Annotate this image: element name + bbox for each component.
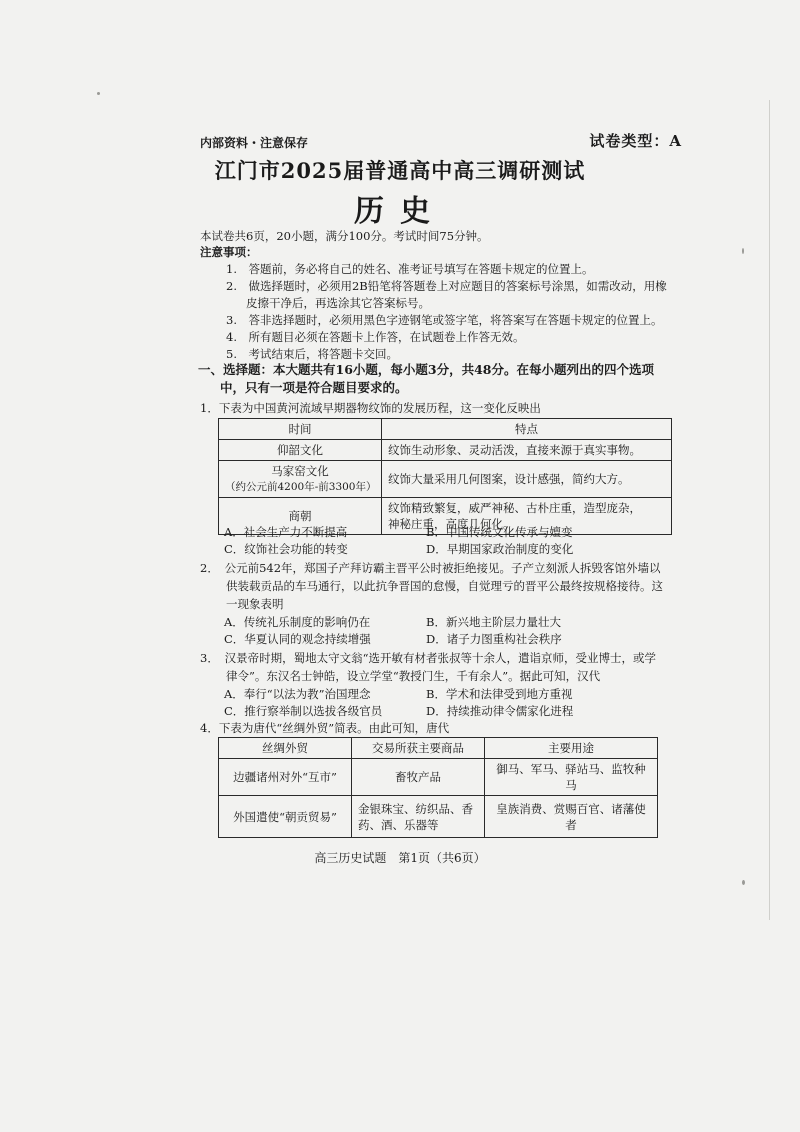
confidential-label: 内部资料・注意保存 [200, 136, 309, 150]
option-b: B．中国传统文化传承与嬗变 [426, 525, 573, 539]
question-1-table [218, 418, 672, 535]
notice-label: 注意事项： [200, 245, 258, 259]
table-header-cell: 交易所获主要商品 [352, 738, 485, 759]
table-cell-line: 神秘庄重，高度几何化。 [388, 517, 515, 531]
option-c: C．推行察举制以选拔各级官员 [224, 704, 383, 718]
section-heading: 中，只有一项是符合题目要求的。 [220, 380, 408, 395]
table-cell: 纹饰大量采用几何图案，设计感强，简约大方。 [382, 461, 672, 498]
table-header-cell: 特点 [382, 419, 672, 440]
table-row [219, 759, 658, 796]
table-cell [352, 796, 485, 838]
table-header-row [219, 419, 672, 440]
scan-speck [742, 248, 744, 254]
question-4-table [218, 737, 658, 838]
question-3-line: 律令”。东汉名士钟皓，设立学堂“教授门生，千有余人”。据此可知，汉代 [226, 669, 601, 683]
option-a: A．社会生产力不断提高 [224, 525, 348, 539]
table-row [219, 796, 658, 838]
question-3-line: 3． 汉景帝时期，蜀地太守文翁“选开敏有材者张叔等十余人，遣诣京师，受业博士，或学 [200, 651, 656, 665]
table-header-cell: 时间 [219, 419, 382, 440]
question-2-line: 供装载贡品的车马通行，以此抗争晋国的怠慢，自觉理亏的晋平公最终按规格接待。这 [226, 579, 663, 593]
notice-item: 3. 答非选择题时，必须用黑色字迹钢笔或签字笔，将答案写在答题卡规定的位置上。 [226, 313, 663, 327]
table-cell [219, 461, 382, 498]
subject-title: 历史 [354, 194, 446, 229]
table-cell: 外国遣使“朝贡贸易” [219, 796, 352, 838]
page-footer: 高三历史试题 第1页（共6页） [314, 851, 486, 865]
exam-title: 江门市2025届普通高中高三调研测试 [214, 158, 586, 183]
question-2-line: 一现象表明 [226, 597, 284, 611]
table-cell: 御马、军马、驿站马、监牧种马 [485, 759, 658, 796]
option-d: D．诸子力图重构社会秩序 [426, 632, 562, 646]
option-a: A．奉行“以法为教”治国理念 [224, 687, 371, 701]
notice-item: 4. 所有题目必须在答题卡上作答，在试题卷上作答无效。 [226, 330, 525, 344]
option-d: D．早期国家政治制度的变化 [426, 542, 574, 556]
notice-item: 5. 考试结束后，将答题卡交回。 [226, 347, 398, 361]
table-header-row [219, 738, 658, 759]
question-4-stem: 4．下表为唐代“丝绸外贸”简表。由此可知，唐代 [200, 721, 450, 735]
scan-speck [742, 880, 745, 885]
table-cell: 纹饰生动形象、灵动活泼，直接来源于真实事物。 [382, 440, 672, 461]
section-heading: 一、选择题：本大题共有16小题，每小题3分，共48分。在每小题列出的四个选项 [198, 362, 654, 377]
table-cell: 皇族消费、赏赐百官、诸藩使者 [485, 796, 658, 838]
option-b: B．学术和法律受到地方重视 [426, 687, 573, 701]
table-header-cell: 主要用途 [485, 738, 658, 759]
table-cell: 仰韶文化 [219, 440, 382, 461]
option-b: B．新兴地主阶层力量壮大 [426, 615, 561, 629]
table-header-cell: 丝绸外贸 [219, 738, 352, 759]
option-c: C．华夏认同的观念持续增强 [224, 632, 371, 646]
notice-item: 1. 答题前，务必将自己的姓名、准考证号填写在答题卡规定的位置上。 [226, 262, 594, 276]
table-cell: 商朝 [219, 498, 382, 535]
table-cell-line: 纹饰精致繁复，威严神秘、古朴庄重，造型庞杂， [388, 501, 641, 515]
table-cell: 边疆诸州对外“互市” [219, 759, 352, 796]
option-d: D．持续推动律令儒家化进程 [426, 704, 574, 718]
paper-type: 试卷类型：A [589, 132, 682, 150]
scan-speck [97, 92, 100, 95]
table-cell-line: 马家窑文化 [271, 464, 329, 478]
table-cell: 畜牧产品 [352, 759, 485, 796]
table-cell-line: （约公元前4200年-前3300年） [225, 481, 377, 493]
table-row [219, 461, 672, 498]
notice-item: 2. 做选择题时，必须用2B铅笔将答题卷上对应题目的答案标号涂黑，如需改动，用橡 [226, 279, 667, 293]
question-2-line: 2． 公元前542年，郑国子产拜访霸主晋平公时被拒绝接见。子产立刻派人拆毁客馆外墙以 [200, 561, 661, 575]
intro-text: 本试卷共6页，20小题，满分100分。考试时间75分钟。 [200, 229, 489, 243]
table-cell-line: 药、酒、乐器等 [358, 817, 439, 832]
table-cell-line: 金银珠宝、纺织品、香 [358, 801, 473, 816]
table-row [219, 440, 672, 461]
option-c: C．纹饰社会功能的转变 [224, 542, 348, 556]
notice-item: 皮擦干净后，再选涂其它答案标号。 [246, 296, 430, 310]
option-a: A．传统礼乐制度的影响仍在 [224, 615, 371, 629]
question-1-stem: 1．下表为中国黄河流域早期器物纹饰的发展历程，这一变化反映出 [200, 401, 541, 415]
